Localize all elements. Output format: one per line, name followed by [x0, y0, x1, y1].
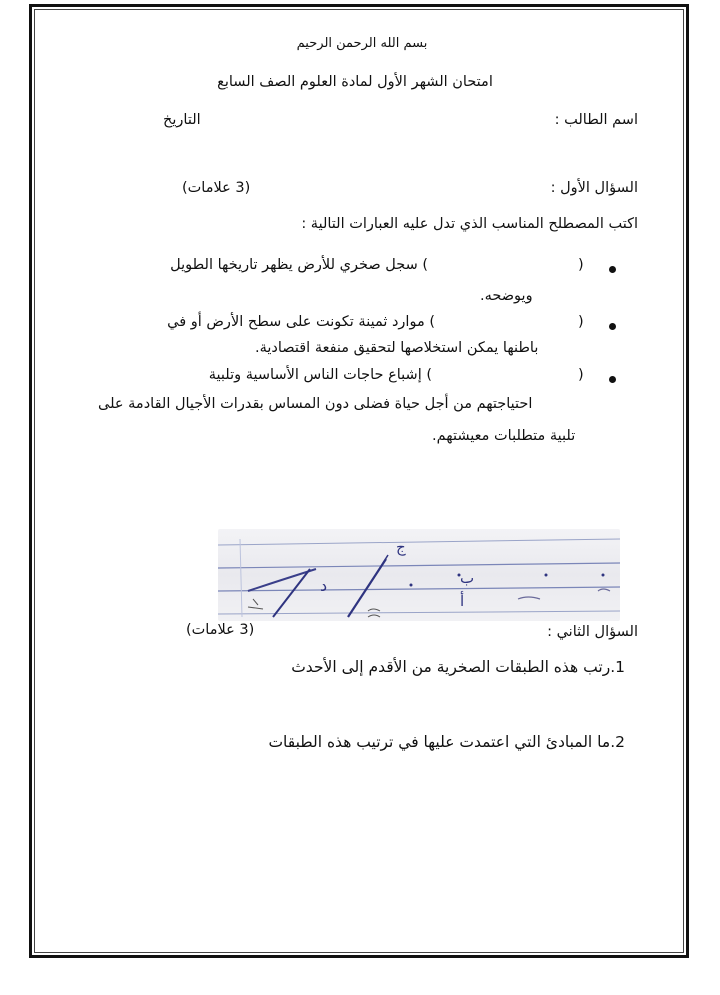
item3-open-paren: (: [578, 367, 584, 383]
q2-marks: (3 علامات): [186, 622, 255, 638]
date-label: التاريخ: [163, 112, 201, 128]
q2-item2: [268, 733, 625, 751]
item2-line1: ) موارد ثمينة تكونت على سطح الأرض أو في: [167, 314, 435, 330]
figure-label-c: ج: [396, 538, 406, 556]
q2-item1-text: رتب هذه الطبقات الصخرية من الأقدم إلى الأحدث: [291, 658, 611, 676]
item1-open-paren: (: [578, 257, 584, 273]
item1-line1: ) سجل صخري للأرض يظهر تاريخها الطويل: [170, 257, 428, 273]
figure-label-b: ب: [460, 569, 475, 587]
item1-line2: ويوضحه.: [480, 288, 533, 304]
q2-item2-text: ما المبادئ التي اعتمدت عليها في ترتيب هذه الطبقات: [268, 733, 611, 751]
figure-label-a: أ: [460, 592, 465, 610]
q2-item1-number: 1.: [610, 658, 625, 676]
item2-open-paren: (: [578, 314, 584, 330]
student-name-label: اسم الطالب :: [554, 112, 638, 128]
q1-title: السؤال الأول :: [550, 180, 638, 196]
q2-item2-number: 2.: [610, 733, 625, 751]
bullet-1: [609, 266, 616, 273]
rock-layers-figure: [218, 529, 620, 621]
item3-line3: تلبية متطلبات معيشتهم.: [432, 428, 576, 444]
item3-line2: احتياجتهم من أجل حياة فضلى دون المساس بقدرات الأجيال القادمة على: [98, 396, 533, 412]
basmala: بسم الله الرحمن الرحيم: [296, 36, 428, 51]
item3-line1: ) إشباع حاجات الناس الأساسية وتلبية: [208, 367, 432, 383]
item2-line2: باطنها يمكن استخلاصها لتحقيق منفعة اقتصادية.: [255, 340, 539, 356]
figure-label-d: د: [320, 576, 328, 595]
q1-instruction: اكتب المصطلح المناسب الذي تدل عليه العبارات التالية :: [301, 216, 638, 232]
q1-marks: (3 علامات): [182, 180, 251, 196]
bullet-3: [609, 376, 616, 383]
q2-title: السؤال الثاني :: [547, 624, 638, 640]
exam-title: امتحان الشهر الأول لمادة العلوم الصف السابع: [217, 74, 493, 90]
q2-item1: [291, 658, 625, 676]
bullet-2: [609, 323, 616, 330]
page-border-inner: [34, 9, 684, 953]
